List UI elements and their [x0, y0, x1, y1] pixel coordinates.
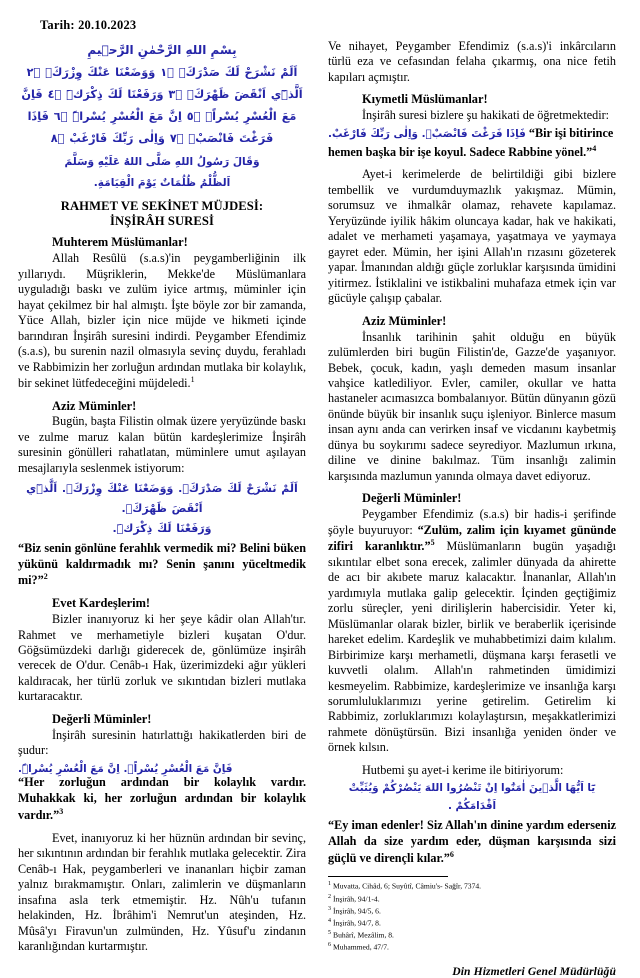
footnote-text: İnşirâh, 94/7, 8.	[333, 918, 381, 928]
sermon-title-line-2: İNŞİRÂH SURESİ	[110, 214, 214, 229]
paragraph-9: İnsanlık tarihinin şahit olduğu en büyük zulümlerden biri bugün Filistin'de, Gazze'de yaşanıyor. Bebek, çocuk, kadın, yaşlı demeden masum insanlar vahşice katlediliyor. Evler, camiler, okullar ve hatta hastaneler acımasızca bombalanıyor. Bütün dünyanın gözü önünde büyük bir insanlık suçu işleniyor. Binlerce masum insan aynı anda can verirken insaf ve vicdanını kaybetmiş dünya bu soykırımı sadece seyrediyor. Mazlumun ırkına, diline ve dinine bakılmaz. Tüm insanlığı zalimin karşısında mazlumun yanında olmaya davet ediyoruz.	[328, 329, 616, 483]
sura-verses-arabic: اَلَمْ نَشْرَحْ لَكَ صَدْرَكَۙ ۝١ وَوَضَعْنَا عَنْكَ وِزْرَكَۙ ۝٢ اَلَّذ۪ٓي اَنْقَضَ ظَهْرَكَۙ ۝٣ وَرَفَعْنَا لَكَ ذِكْرَكَۜ ۝٤ فَاِنَّ مَعَ الْعُسْرِ يُسْراًۙ ۝٥ اِنَّ مَعَ الْعُسْرِ يُسْراًۜ ۝٦ فَاِذَا فَرَغْتَ فَانْصَبْۙ ۝٧ وَاِلٰى رَبِّكَ فَارْغَبْ ۝٨	[21, 66, 303, 146]
quote-2	[18, 775, 306, 824]
quote-5-text: “Ey iman edenler! Siz Allah'ın dinine yardım ederseniz Allah da size yardım eder, düşman karşısında sizi güçlü ve dirençli kılar.”	[328, 817, 616, 865]
basmala-arabic: بِسْمِ اللهِ الرَّحْمٰنِ الرَّح۪يمِ	[87, 43, 237, 57]
footnote-number: 6	[328, 941, 331, 948]
ayet-block-line-2: وَرَفَعْنَا لَكَ ذِكْرَكَۜ.	[112, 521, 212, 535]
paragraph-10-prefix: Peygamber Efendimiz (s.a.s) bir hadis-i şerifinde şöyle buyuruyor:	[328, 507, 616, 537]
paragraph-6: Ve nihayet, Peygamber Efendimiz (s.a.s)'i inkârcıların türlü eza ve cefasından felaha çıkarmış, ona nice fetih kapıları açmıştır.	[328, 39, 616, 84]
paragraph-1	[18, 251, 306, 391]
paragraph-2: Bugün, başta Filistin olmak üzere yeryüzünde baskı ve zulme maruz kalan bütün kardeşlerimize İnşirâh suresinin gönülleri rahatlatan, müminlere umut aşılayan mesajlarıyla seslenmek istiyorum:	[18, 414, 306, 475]
footnote-separator	[328, 876, 448, 877]
date-label: Tarih: 20.10.2023	[40, 18, 137, 32]
hadith-intro-arabic: وَقَالَ رَسُولُ اللهِ صَلَّى اللهُ عَلَيْهِ وَسَلَّمَ	[64, 156, 260, 169]
footnote-number: 1	[328, 881, 331, 888]
heading-muhterem-muslumanlar: Muhterem Müslümanlar!	[52, 235, 188, 250]
sermon-title	[18, 199, 306, 230]
footnote-list	[328, 880, 616, 952]
paragraph-10-rest: Müslümanların bugün yaşadığı sıkıntılar elbet sona erecek, zalimler dünyada da ahirette de acı bir akıbete maruz kalacaktır. İnananlar, Allah'ın yardımıyla mutlaka galip gelecektir. İçinden geçtiğimiz zorlu süreçler, yeni dirilişlerin habercisidir. Yeter ki, Müslümanlar olarak bizler, birlik ve beraberlik içerisinde hareket edelim. Kardeşlik ve muhabbetimizi daim kılalım. Birbirimize karşı merhametli, düşmana karşı ferasetli ve kuvvetli olalım. Allah'ın rahmetinden ümidimizi kesmeyelim. Rabbimize, kardeşlerimize ve insanlığa karşı sorumluluklarımızı yerine getirelim. Getirelim ki Rabbimiz, zorluklarımızı kolaylaştırsın, meşakkatlerimizi rahmete dönüştürsün. Bizi insanlığa yeniden önder ve örnek kılsın.	[328, 539, 616, 755]
paragraph-7: İnşirâh suresi bizlere şu hakikati de öğretmektedir:	[362, 108, 610, 123]
heading-degerli-muminler-right: Değerli Müminler!	[362, 491, 462, 506]
footnote-ref-1: 1	[190, 375, 195, 385]
hadith-text-arabic: اَلظُّلْمُ ظُلُمَاتٌ يَوْمَ الْقِيَامَةِ.	[93, 176, 231, 189]
paragraph-5: Evet, inanıyoruz ki her hüznün ardından bir sevinç, her sıkıntının ardından bir ferahlık mutlaka gelecektir. Zira Cenâb-ı Hak, peygamberleri ve inananları hiçbir zaman yalnız bırakmamıştır. Onları, zalimlerin ve düşmanların insafına asla terk etmemiştir. Hz. Nûh'u tufanın helakinden, Hz. İbrâhim'i Nemrut'un ateşinden, Hz. Mûsâ'yı Firavun'un zulmünden, Hz. Yûsuf'u zindanın karanlığından kurtarmıştır.	[18, 830, 306, 954]
footnote-number: 2	[328, 893, 331, 900]
quote-1-text: “Biz senin gönlüne ferahlık vermedik mi? Belini büken yükünü kaldırmadık mı? Senin şanını yüceltmedik mi?”	[18, 540, 306, 588]
paragraph-3: Bizler inanıyoruz ki her şeye kâdir olan Allah'tır. Rahmet ve merhametiyle bizleri kuşatan O'dur. Göğsümüzdeki darlığı giderecek de, gönlümüze inşirâh verecek de O'dur. Cenâb-ı Hak, üzerimizdeki ağır yükleri kaldıracak, her türlü zorluk ve sıkıntıdan bizleri mutlaka kurtaracaktır.	[18, 612, 306, 704]
footnote-ref-3: 3	[59, 806, 64, 816]
footnote-item	[328, 917, 616, 929]
footnote-text: İnşirâh, 94/5, 6.	[333, 906, 381, 916]
footnote-ref-4: 4	[592, 143, 597, 153]
footnote-text: İnşirâh, 94/1-4.	[333, 894, 380, 904]
quote-1	[18, 541, 306, 590]
footnote-item	[328, 893, 616, 905]
paragraph-1-text: Allah Resûlü (s.a.s)'in peygamberliğinin ilk yıllarıydı. Müşriklerin, Mekke'de Müslümanlara uyguladığı baskı ve zulüm iyice artmış, müminler için hayat çekilmez bir hal almıştı. İşte böyle zor bir zamanda, Yüce Allah, bizler için nice müjde ve hikmeti içinde barındıran İnşirâh suresini indirdi. Peygamber Efendimiz (s.a.s), bu surenin nazil olmasıyla sevinç duydu, ferahladı ve Rabbimizin her zorluğun ardından mutlaka bir kolaylık, bir sekinet lütfedeceğini müjdeledi.	[18, 251, 306, 391]
footnote-item	[328, 905, 616, 917]
footnote-ref-5: 5	[430, 538, 435, 548]
paragraph-4-mixed	[18, 760, 306, 776]
heading-degerli-muminler-left: Değerli Müminler!	[52, 711, 152, 726]
footnote-item	[328, 941, 616, 953]
footnote-ref-2: 2	[43, 572, 48, 582]
sermon-title-line-1: RAHMET VE SEKİNET MÜJDESİ:	[60, 198, 264, 213]
ayet-inline-arabic: فَاِذَا فَرَغْتَ فَانْصَبْۙ. وَاِلٰى رَبِّكَ فَارْغَبْ.	[328, 127, 526, 140]
ayet-block-line-1: اَلَمْ نَشْرَحْ لَكَ صَدْرَكَۙ. وَوَضَعْنَا عَنْكَ وِزْرَكَۙ. اَلَّذ۪ٓي اَنْقَضَ ظَهْرَكَۙ.	[26, 482, 298, 516]
heading-evet-kardeslerim: Evet Kardeşlerim!	[52, 596, 151, 611]
quote-3-line-2	[328, 144, 616, 161]
footnote-number: 4	[328, 917, 331, 924]
quote-5	[328, 818, 616, 867]
footnote-text: Buhârî, Mezâlim, 8.	[333, 930, 394, 940]
footnote-number: 3	[328, 905, 331, 912]
paragraph-11: Hutbemi şu ayet-i kerime ile bitiriyorum:	[362, 762, 564, 777]
quote-3-part-1: “Bir işi bitirince	[528, 125, 614, 140]
paragraph-4-prefix: İnşirâh suresinin hatırlattığı hakikatlerden biri de şudur:	[18, 727, 306, 758]
quote-4-text: “Zulüm, zalim için kıyamet gününde zifiri karanlıktır.”	[328, 522, 617, 554]
quote-3-line-1	[328, 126, 616, 142]
heading-kiymetli-muslumanlar: Kıymetli Müslümanlar!	[362, 92, 488, 107]
final-ayet-arabic: يَٓا اَيُّهَا الَّذ۪ينَ اٰمَنُٓوا اِنْ تَنْصُرُوا اللهَ يَنْصُرْكُمْ وَيُثَبِّتْ اَقْدَامَكُمْ .	[348, 782, 596, 813]
paragraph-10	[328, 507, 616, 756]
two-column-layout	[18, 39, 622, 978]
paragraph-4-arabic: فَاِنَّ مَعَ الْعُسْرِ يُسْراًۙ. اِنَّ مَعَ الْعُسْرِ يُسْراًۜ.	[18, 762, 233, 775]
left-column	[18, 39, 306, 955]
footnote-item	[328, 880, 616, 892]
footnote-ref-6: 6	[449, 849, 454, 859]
footnote-number: 5	[328, 929, 331, 936]
footnote-text: Muhammed, 47/7.	[333, 942, 389, 952]
quote-3-part-2: hemen başka bir işe koyul. Sadece Rabbine yönel.”	[328, 144, 593, 159]
footnote-text: Muvatta, Cihâd, 6; Suyûtî, Câmiu's- Sağîr, 7374.	[333, 881, 482, 891]
quote-2-text: “Her zorluğun ardından bir kolaylık vardır. Muhakkak ki, her zorluğun ardından bir kolaylık vardır.”	[18, 775, 306, 822]
publisher-signature: Din Hizmetleri Genel Müdürlüğü	[452, 964, 616, 978]
footnote-item	[328, 929, 616, 941]
right-column	[328, 39, 616, 978]
heading-aziz-muminler-left: Aziz Müminler!	[52, 398, 137, 413]
heading-aziz-muminler-right: Aziz Müminler!	[362, 313, 447, 328]
paragraph-8: Ayet-i kerimelerde de belirtildiği gibi bizlere tembellik ve vurdumduymazlık yakışmaz. Mümin, sorumsuz ve ihmalkâr olamaz, rehavete kapılamaz. Yeryüzünde iyilik hâkim oluncaya kadar, hak ve hakikati, adalet ve merhameti yaşamaya, yaşatmaya ve yaymaya gayret eder. Mümin, her işini Allah'ın rızasını gözeterek yapar. İmanından aldığı güçle zorluklar karşısında ümidini yitirmez. İstiklalini ve istikbalini muhafaza etmek için var gücüyle çalışıp çabalar.	[328, 167, 616, 306]
